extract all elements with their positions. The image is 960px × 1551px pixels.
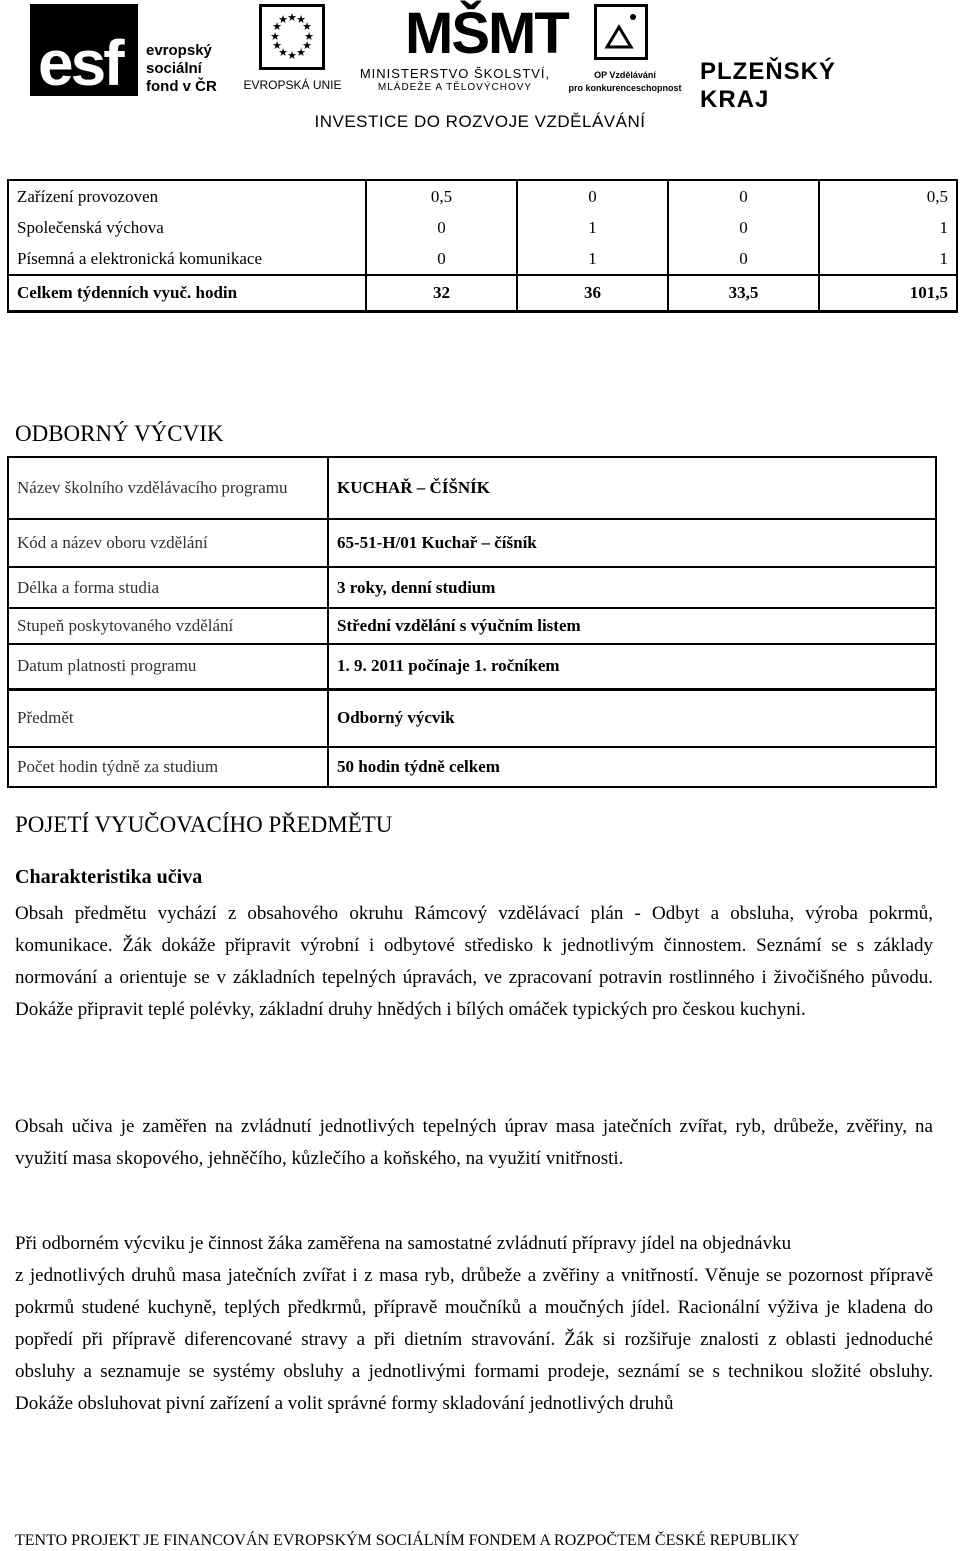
hours-cell: 0,5	[366, 180, 517, 212]
esf-logo	[30, 4, 230, 99]
svg-text:★: ★	[287, 49, 297, 62]
hours-cell: 1	[517, 243, 668, 275]
total-cell: 1	[819, 243, 957, 275]
svg-text:★: ★	[302, 20, 312, 33]
table-row	[8, 519, 936, 567]
eu-logo	[235, 4, 350, 96]
subject-cell: Společenská výchova	[8, 212, 366, 243]
table-row	[8, 608, 936, 644]
esf-logo-line: sociální	[146, 60, 202, 77]
esf-logo-line: fond v ČR	[146, 78, 217, 95]
subject-cell: Zařízení provozoven	[8, 180, 366, 212]
svg-text:★: ★	[272, 20, 282, 33]
svg-text:★: ★	[278, 13, 288, 26]
hours-cell: 32	[366, 275, 517, 312]
eu-flag-icon	[259, 4, 325, 70]
table-row	[8, 243, 957, 275]
row-label: Předmět	[8, 689, 328, 747]
subject-cell: Celkem týdenních vyuč. hodin	[8, 275, 366, 312]
paragraph	[15, 1111, 933, 1175]
row-value: Odborný výcvik	[328, 689, 936, 747]
hours-cell: 36	[517, 275, 668, 312]
paragraph	[15, 898, 933, 1026]
total-cell: 1	[819, 212, 957, 243]
row-value: 65-51-H/01 Kuchař – číšník	[328, 519, 936, 567]
esf-logo-mark: esf	[38, 27, 122, 99]
hours-cell: 0	[668, 212, 819, 243]
svg-text:★: ★	[304, 30, 314, 43]
hours-cell: 33,5	[668, 275, 819, 312]
svg-text:★: ★	[287, 11, 297, 24]
op-logo	[560, 4, 690, 96]
hours-cell: 0	[668, 180, 819, 212]
row-label: Stupeň poskytovaného vzdělání	[8, 608, 328, 644]
op-logo-icon	[594, 4, 648, 60]
hours-cell: 1	[517, 212, 668, 243]
row-value: 3 roky, denní studium	[328, 567, 936, 608]
hours-cell: 0	[517, 180, 668, 212]
paragraph-text: Obsah učiva je zaměřen na zvládnutí jednotlivých tepelných úprav masa jatečních zvířat, ryb, drůbeže, zvěřiny, na využití masa skopového, jehněčího, kůzlečího a koňského, na využití vnitřnosti.	[15, 1116, 933, 1169]
row-value: KUCHAŘ – ČÍŠNÍK	[328, 457, 936, 519]
hours-cell: 0	[366, 212, 517, 243]
row-value: 1. 9. 2011 počínaje 1. ročníkem	[328, 644, 936, 689]
row-label: Datum platnosti programu	[8, 644, 328, 689]
row-label: Délka a forma studia	[8, 567, 328, 608]
subject-cell: Písemná a elektronická komunikace	[8, 243, 366, 275]
paragraph-text: Při odborném výcviku je činnost žáka zaměřena na samostatné zvládnutí přípravy jídel na objednávku	[15, 1233, 792, 1254]
svg-text:★: ★	[278, 46, 288, 59]
subsection-title: Charakteristika učiva	[15, 866, 203, 888]
total-cell: 101,5	[819, 275, 957, 312]
op-logo-text: pro konkurenceschopnost	[568, 83, 682, 93]
row-value: 50 hodin týdně celkem	[328, 747, 936, 787]
table-row	[8, 212, 957, 243]
section-title: ODBORNÝ VÝCVIK	[15, 421, 224, 446]
section-title: POJETÍ VYUČOVACÍHO PŘEDMĚTU	[15, 812, 393, 837]
table-row	[8, 644, 936, 689]
program-info-table	[7, 456, 937, 788]
msmt-logo-text: MLÁDEŽE A TĚLOVÝCHOVY	[377, 82, 533, 93]
footer: TENTO PROJEKT JE FINANCOVÁN EVROPSKÝM SOCIÁLNÍM FONDEM A ROZPOČTEM ČESKÉ REPUBLIKY	[15, 1532, 800, 1549]
svg-text:★: ★	[302, 39, 312, 52]
msmt-logo-text: MINISTERSTVO ŠKOLSTVÍ,	[359, 66, 551, 81]
paragraph	[15, 1228, 933, 1420]
hours-table	[7, 179, 958, 313]
total-cell: 0,5	[819, 180, 957, 212]
msmt-logo-mark: MŠMT	[405, 1, 568, 66]
logo-header	[0, 0, 960, 140]
row-label: Kód a název oboru vzdělání	[8, 519, 328, 567]
svg-text:★: ★	[296, 46, 306, 59]
hours-cell: 0	[668, 243, 819, 275]
esf-logo-line: evropský	[146, 42, 212, 59]
table-row	[8, 567, 936, 608]
eu-logo-text: EVROPSKÁ UNIE	[243, 78, 342, 92]
table-row	[8, 747, 936, 787]
msmt-logo	[355, 0, 568, 100]
table-row	[8, 457, 936, 519]
op-logo-text: OP Vzdělávání	[594, 70, 656, 80]
plzensky-kraj-logo: PLZEŇSKÝ KRAJ	[700, 58, 837, 113]
svg-text:★: ★	[272, 39, 282, 52]
hours-cell: 0	[366, 243, 517, 275]
svg-text:★: ★	[296, 13, 306, 26]
table-row	[8, 689, 936, 747]
row-label: Název školního vzdělávacího programu	[8, 457, 328, 519]
table-row	[8, 180, 957, 212]
row-value: Střední vzdělání s výučním listem	[328, 608, 936, 644]
row-label: Počet hodin týdně za studium	[8, 747, 328, 787]
paragraph-text: Obsah předmětu vychází z obsahového okruhu Rámcový vzdělávací plán - Odbyt a obsluha, výroba pokrmů, komunikace. Žák dokáže připravit výrobní i odbytové středisko k jednotlivým činnostem. Seznámí se s základy normování a orientuje se v základních tepelných úpravách, ve zpracovaní potravin rostlinného i živočišného původu. Dokáže připravit teplé polévky, základní druhy hnědých i bílých omáček typických pro českou kuchyni.	[15, 903, 933, 1020]
total-row	[8, 275, 957, 312]
svg-text:★: ★	[270, 30, 280, 43]
paragraph-text: z jednotlivých druhů masa jatečních zvířat i z masa ryb, drůbeže a zvěřiny a vnitřností. Věnuje se pozornost přípravě pokrmů studené kuchyně, teplých předkrmů, přípravě moučníků a moučných jídel. Racionální výživa je kladena do popředí při přípravě diferencované stravy a při dietním stravování. Žák si rozšiřuje znalosti z oblasti jednoduché obsluhy a seznamuje se systémy obsluhy a jednotlivými formami prodeje, seznámí se s technikou složité obsluhy. Dokáže obsluhovat pivní zařízení a volit správné formy skladování jednotlivých druhů	[15, 1265, 933, 1414]
slogan: INVESTICE DO ROZVOJE VZDĚLÁVÁNÍ	[314, 112, 646, 131]
